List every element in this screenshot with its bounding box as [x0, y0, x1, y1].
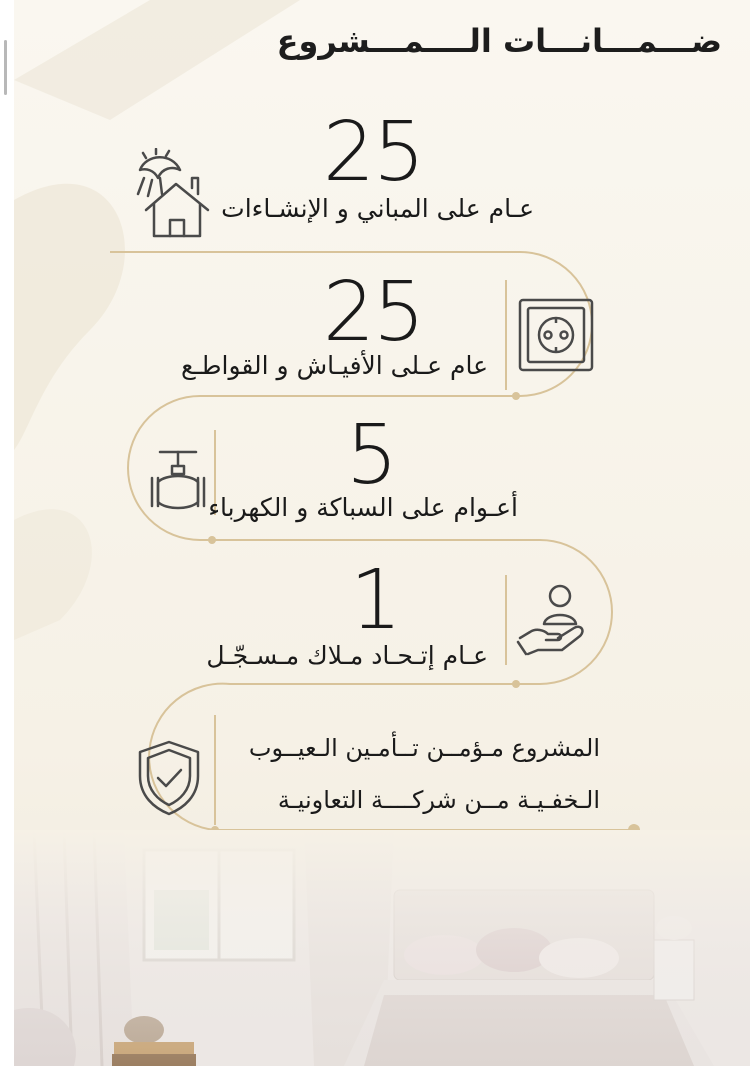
- guarantee-label-1: عـام على المباني و الإنشـاءات: [221, 194, 534, 223]
- water-valve-icon: [148, 444, 208, 512]
- insurance-line-1: المشروع مـؤمــن تــأمـين الـعيــوب: [248, 734, 600, 762]
- hand-person-icon: [516, 580, 588, 656]
- guarantee-number-2: 25: [322, 265, 424, 360]
- guarantee-number-4: 1: [349, 553, 401, 648]
- bedroom-image: [14, 830, 750, 1066]
- guarantee-label-2: عام عـلى الأفيـاش و القواطـع: [181, 351, 488, 380]
- guarantee-label-4: عـام إتـحـاد مـلاك مـسـجّـل: [206, 641, 488, 670]
- shield-check-icon: [136, 738, 202, 818]
- house-weather-icon: [132, 148, 218, 242]
- power-socket-icon: [516, 296, 596, 374]
- guarantee-number-1: 25: [322, 105, 424, 200]
- guarantee-label-3: أعـوام على السباكة و الكهرباء: [208, 493, 518, 522]
- page-title: ضـــمـــانـــات الــــمـــشروع: [276, 22, 722, 60]
- insurance-line-2: الـخفـيـة مــن شركــــة التعاونيـة: [277, 786, 600, 814]
- guarantee-number-3: 5: [345, 408, 397, 503]
